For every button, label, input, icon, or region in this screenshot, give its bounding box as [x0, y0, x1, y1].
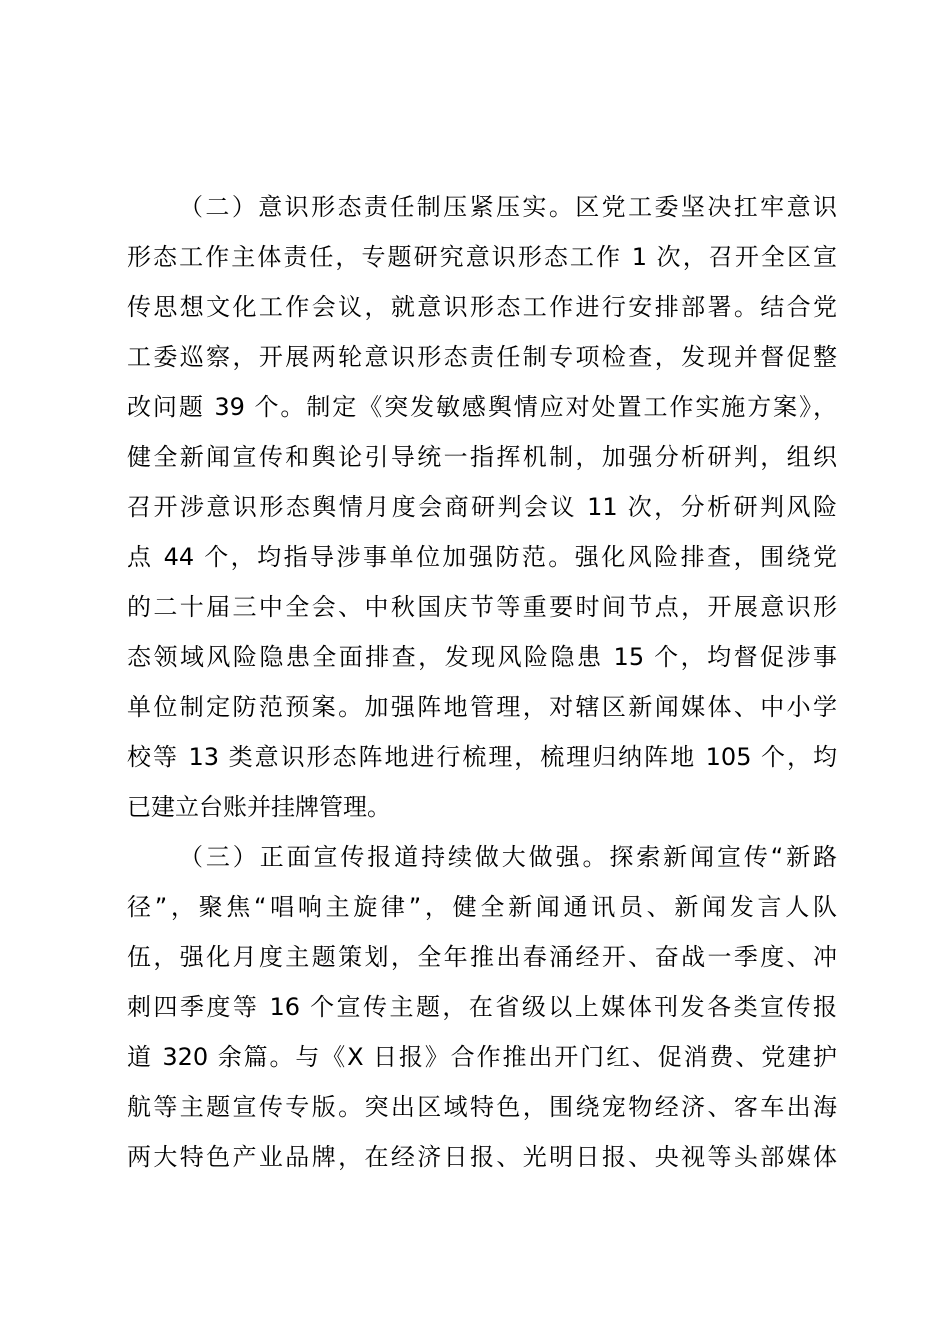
text-line: 道 320 余篇。与《X 日报》合作推出开门红、促消费、党建护 — [127, 1043, 837, 1071]
text-line: 点 44 个，均指导涉事单位加强防范。强化风险排查，围绕党 — [127, 543, 837, 571]
text-line: （二）意识形态责任制压紧压实。区党工委坚决扛牢意识 — [179, 193, 837, 221]
text-line: 的二十届三中全会、中秋国庆节等重要时间节点，开展意识形 — [127, 593, 837, 621]
text-line: 形态工作主体责任，专题研究意识形态工作 1 次，召开全区宣 — [127, 243, 837, 271]
text-line: 伍，强化月度主题策划，全年推出春涌经开、奋战一季度、冲 — [127, 943, 837, 971]
text-line: 校等 13 类意识形态阵地进行梳理，梳理归纳阵地 105 个，均 — [127, 743, 837, 771]
paragraph-ideology-responsibility — [127, 182, 837, 832]
text-line: 态领域风险隐患全面排查，发现风险隐患 15 个，均督促涉事 — [127, 643, 837, 671]
text-line: 刺四季度等 16 个宣传主题，在省级以上媒体刊发各类宣传报 — [127, 993, 837, 1021]
text-line: 单位制定防范预案。加强阵地管理，对辖区新闻媒体、中小学 — [127, 693, 837, 721]
text-line: 召开涉意识形态舆情月度会商研判会议 11 次，分析研判风险 — [127, 493, 837, 521]
text-line: （三）正面宣传报道持续做大做强。探索新闻宣传“新路 — [179, 843, 837, 871]
document-body — [127, 182, 837, 1182]
text-line: 航等主题宣传专版。突出区域特色，围绕宠物经济、客车出海 — [127, 1093, 837, 1121]
paragraph-positive-publicity — [127, 832, 837, 1182]
text-line: 已建立台账并挂牌管理。 — [127, 793, 391, 821]
text-line: 工委巡察，开展两轮意识形态责任制专项检查，发现并督促整 — [127, 343, 837, 371]
text-line: 健全新闻宣传和舆论引导统一指挥机制，加强分析研判，组织 — [127, 443, 837, 471]
text-line: 传思想文化工作会议，就意识形态工作进行安排部署。结合党 — [127, 293, 837, 321]
text-line: 两大特色产业品牌，在经济日报、光明日报、央视等头部媒体 — [127, 1143, 837, 1171]
text-line: 改问题 39 个。制定《突发敏感舆情应对处置工作实施方案》， — [127, 393, 837, 421]
text-line: 径”，聚焦“唱响主旋律”，健全新闻通讯员、新闻发言人队 — [127, 893, 837, 921]
